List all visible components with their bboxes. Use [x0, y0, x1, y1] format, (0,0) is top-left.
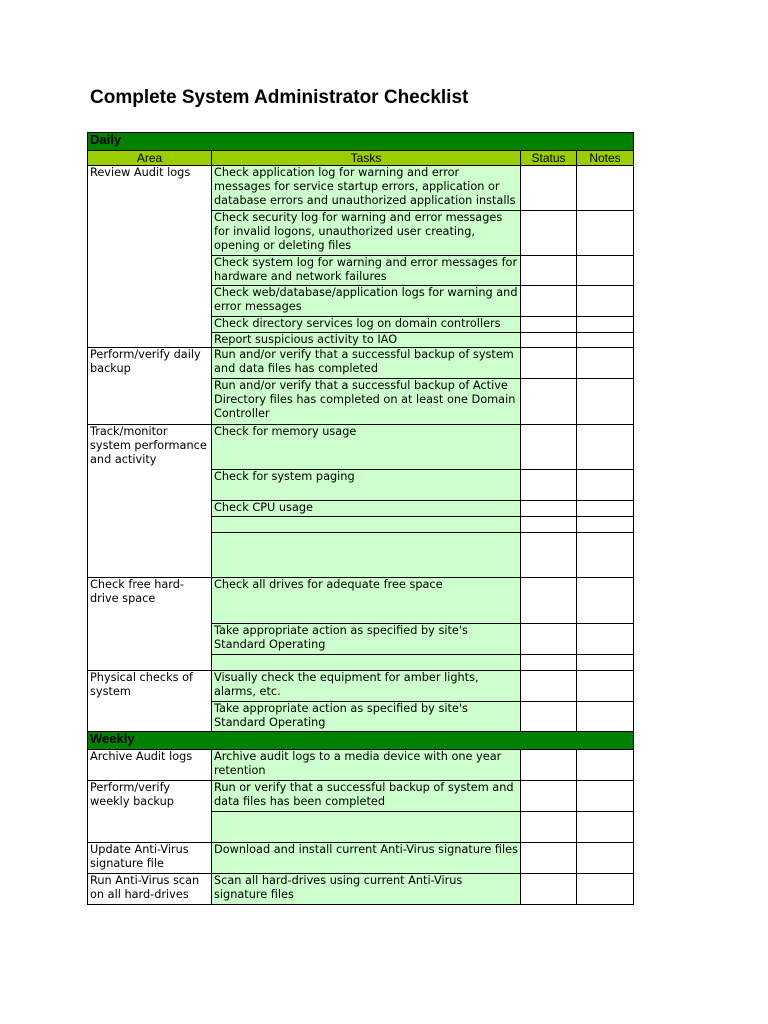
status-cell[interactable] [521, 166, 577, 211]
status-cell[interactable] [521, 211, 577, 256]
task-cell: Check for memory usage [212, 425, 521, 470]
notes-cell[interactable] [577, 317, 634, 333]
task-cell: Check system log for warning and error messages for hardware and network failures [212, 256, 521, 286]
area-cell: Check free hard-drive space [88, 578, 212, 671]
area-cell: Archive Audit logs [88, 750, 212, 781]
status-cell[interactable] [521, 470, 577, 501]
notes-cell[interactable] [577, 348, 634, 379]
area-cell: Run Anti-Virus scan on all hard-drives [88, 874, 212, 905]
table-row [88, 750, 634, 781]
task-cell: Check application log for warning and error messages for service startup errors, application or database errors and unauthorized application installs [212, 166, 521, 211]
task-cell-empty [212, 517, 521, 533]
status-cell[interactable] [521, 517, 577, 533]
table-row [88, 166, 634, 211]
task-cell: Check security log for warning and error messages for invalid logons, unauthorized user creating, opening or deleting files [212, 211, 521, 256]
table-row [88, 843, 634, 874]
area-cell: Update Anti-Virus signature file [88, 843, 212, 874]
task-cell: Check all drives for adequate free space [212, 578, 521, 624]
task-cell: Download and install current Anti-Virus signature files [212, 843, 521, 874]
status-cell[interactable] [521, 286, 577, 317]
status-cell[interactable] [521, 425, 577, 470]
column-header-tasks: Tasks [212, 151, 521, 166]
notes-cell[interactable] [577, 517, 634, 533]
task-cell-empty [212, 533, 521, 578]
task-cell: Check CPU usage [212, 501, 521, 517]
task-cell: Run and/or verify that a successful backup of system and data files has completed [212, 348, 521, 379]
column-header-area: Area [88, 151, 212, 166]
table-row [88, 348, 634, 379]
section-title: Daily [88, 133, 634, 151]
task-cell: Run and/or verify that a successful backup of Active Directory files has completed on at least one Domain Controller [212, 379, 521, 425]
status-cell[interactable] [521, 379, 577, 425]
status-cell[interactable] [521, 333, 577, 348]
page-title: Complete System Administrator Checklist [90, 87, 469, 108]
notes-cell[interactable] [577, 379, 634, 425]
task-cell: Scan all hard-drives using current Anti-Virus signature files [212, 874, 521, 905]
notes-cell[interactable] [577, 286, 634, 317]
notes-cell[interactable] [577, 781, 634, 812]
task-cell: Visually check the equipment for amber lights, alarms, etc. [212, 671, 521, 702]
task-cell: Check for system paging [212, 470, 521, 501]
notes-cell[interactable] [577, 750, 634, 781]
notes-cell[interactable] [577, 501, 634, 517]
area-cell: Physical checks of system [88, 671, 212, 732]
status-cell[interactable] [521, 812, 577, 843]
notes-cell[interactable] [577, 533, 634, 578]
task-cell-empty [212, 812, 521, 843]
column-header-notes: Notes [577, 151, 634, 166]
area-cell: Perform/verify daily backup [88, 348, 212, 425]
status-cell[interactable] [521, 501, 577, 517]
status-cell[interactable] [521, 655, 577, 671]
table-row [88, 874, 634, 905]
task-cell: Take appropriate action as specified by site's Standard Operating [212, 702, 521, 732]
notes-cell[interactable] [577, 843, 634, 874]
table-row [88, 425, 634, 470]
status-cell[interactable] [521, 671, 577, 702]
notes-cell[interactable] [577, 812, 634, 843]
status-cell[interactable] [521, 624, 577, 655]
task-cell-empty [212, 655, 521, 671]
checklist-table [87, 132, 634, 905]
notes-cell[interactable] [577, 211, 634, 256]
area-cell: Review Audit logs [88, 166, 212, 348]
table-row [88, 671, 634, 702]
notes-cell[interactable] [577, 166, 634, 211]
notes-cell[interactable] [577, 874, 634, 905]
status-cell[interactable] [521, 317, 577, 333]
status-cell[interactable] [521, 702, 577, 732]
section-title: Weekly [88, 732, 634, 750]
notes-cell[interactable] [577, 470, 634, 501]
task-cell: Check web/database/application logs for warning and error messages [212, 286, 521, 317]
task-cell: Check directory services log on domain controllers [212, 317, 521, 333]
status-cell[interactable] [521, 578, 577, 624]
status-cell[interactable] [521, 781, 577, 812]
task-cell: Take appropriate action as specified by site's Standard Operating [212, 624, 521, 655]
status-cell[interactable] [521, 750, 577, 781]
notes-cell[interactable] [577, 655, 634, 671]
status-cell[interactable] [521, 533, 577, 578]
status-cell[interactable] [521, 348, 577, 379]
area-cell: Perform/verify weekly backup [88, 781, 212, 843]
task-cell: Report suspicious activity to IAO [212, 333, 521, 348]
table-row [88, 781, 634, 812]
notes-cell[interactable] [577, 702, 634, 732]
notes-cell[interactable] [577, 671, 634, 702]
notes-cell[interactable] [577, 425, 634, 470]
status-cell[interactable] [521, 843, 577, 874]
column-header-status: Status [521, 151, 577, 166]
notes-cell[interactable] [577, 578, 634, 624]
task-cell: Archive audit logs to a media device with one year retention [212, 750, 521, 781]
notes-cell[interactable] [577, 256, 634, 286]
notes-cell[interactable] [577, 624, 634, 655]
status-cell[interactable] [521, 874, 577, 905]
section-header-weekly [88, 732, 634, 750]
status-cell[interactable] [521, 256, 577, 286]
section-header-daily [88, 133, 634, 151]
area-cell: Track/monitor system performance and activity [88, 425, 212, 578]
column-header-row [88, 151, 634, 166]
table-row [88, 578, 634, 624]
notes-cell[interactable] [577, 333, 634, 348]
task-cell: Run or verify that a successful backup of system and data files has been completed [212, 781, 521, 812]
